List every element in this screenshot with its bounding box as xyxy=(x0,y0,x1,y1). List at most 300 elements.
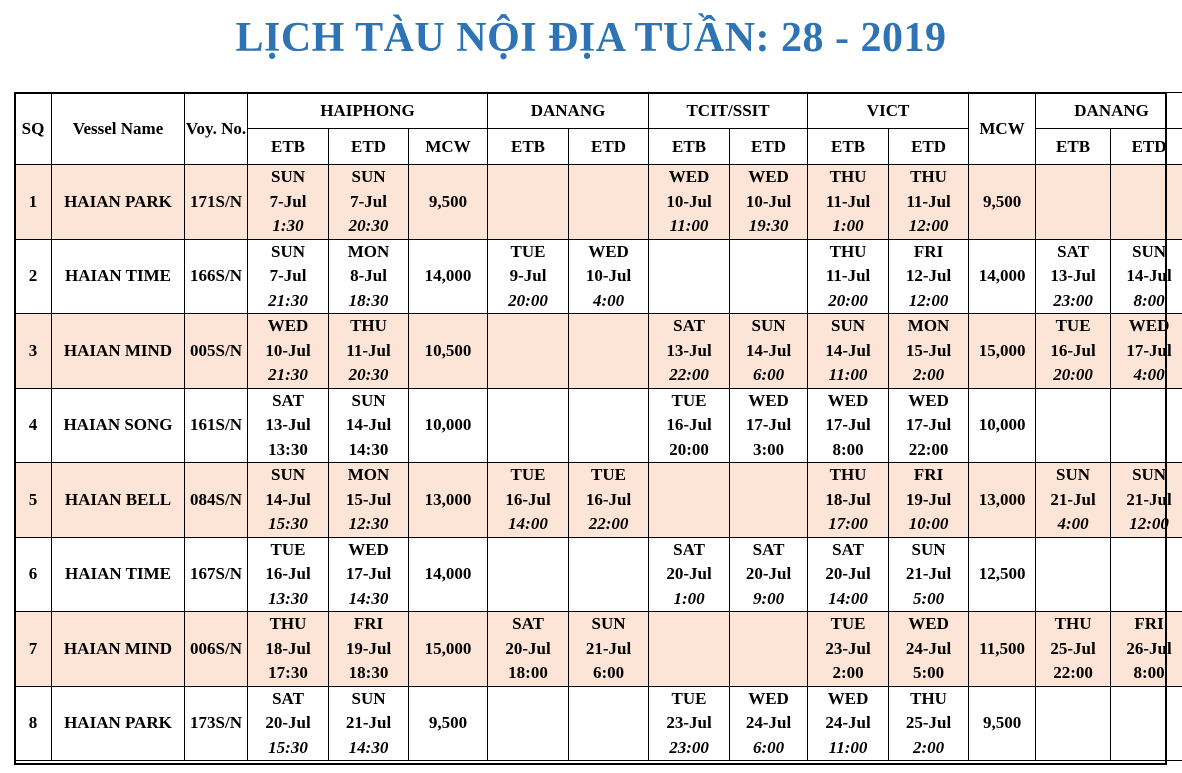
day-label: THU xyxy=(829,241,867,261)
time-label: 11:00 xyxy=(669,216,709,235)
cell-vi-etd xyxy=(889,165,969,240)
date-label: 25-Jul xyxy=(905,713,952,732)
table-row xyxy=(15,686,1182,761)
date-label: 20-Jul xyxy=(505,638,551,658)
cell-vi-etb xyxy=(808,388,889,463)
cell-hp-etb xyxy=(248,463,329,538)
date-label: 18-Jul xyxy=(265,638,311,658)
time-label: 2:00 xyxy=(832,663,864,682)
cell-sq: 4 xyxy=(15,388,52,463)
cell-sq: 7 xyxy=(15,612,52,687)
time-label: 8:00 xyxy=(1133,663,1165,682)
cell-tc-etb xyxy=(649,612,730,687)
cell-dn2-etb xyxy=(1036,314,1111,389)
cell-vessel-name: HAIAN PARK xyxy=(52,165,185,240)
day-label: SAT xyxy=(673,539,705,559)
cell-tc-etb xyxy=(649,239,730,314)
day-label: WED xyxy=(827,390,869,410)
cell-vi-etb xyxy=(808,239,889,314)
cell-hp-etb xyxy=(248,686,329,761)
time-label: 17:00 xyxy=(828,514,868,533)
time-label: 15:30 xyxy=(268,514,308,533)
cell-dn1-etb xyxy=(488,239,569,314)
cell-hp-etb xyxy=(248,165,329,240)
table-row xyxy=(15,612,1182,687)
time-label: 20:30 xyxy=(348,365,389,384)
cell-dn1-etd xyxy=(569,314,649,389)
date-label: 14-Jul xyxy=(825,340,871,360)
date-label: 7-Jul xyxy=(350,191,387,211)
day-label: SUN xyxy=(831,316,866,335)
cell-dn2-etd xyxy=(1111,537,1182,612)
time-label: 13:30 xyxy=(268,439,308,459)
date-label: 14-Jul xyxy=(1126,266,1172,285)
day-label: SUN xyxy=(351,390,386,410)
cell-tc-etd xyxy=(730,239,808,314)
cell-sq: 1 xyxy=(15,165,52,240)
day-label: SUN xyxy=(270,465,305,484)
cell-hp-mcw: 9,500 xyxy=(409,165,488,240)
cell-hp-mcw: 10,000 xyxy=(409,388,488,463)
cell-vict-mcw: 9,500 xyxy=(969,686,1036,761)
date-label: 21-Jul xyxy=(905,564,952,583)
date-label: 16-Jul xyxy=(265,564,311,583)
header-dn2-etd: ETD xyxy=(1111,129,1182,165)
day-label: FRI xyxy=(1134,614,1164,633)
time-label: 6:00 xyxy=(752,365,785,384)
cell-dn2-etb xyxy=(1036,463,1111,538)
time-label: 4:00 xyxy=(1133,365,1165,384)
page-title: LỊCH TÀU NỘI ĐỊA TUẦN: 28 - 2019 xyxy=(235,15,947,61)
date-label: 16-Jul xyxy=(585,489,632,509)
header-hp-etd: ETD xyxy=(329,129,409,165)
cell-vi-etd xyxy=(889,686,969,761)
time-label: 14:00 xyxy=(828,588,868,608)
cell-hp-etb xyxy=(248,314,329,389)
cell-dn2-etb xyxy=(1036,612,1111,687)
day-label: TUE xyxy=(671,688,707,708)
cell-dn2-etd xyxy=(1111,388,1182,463)
header-sq: SQ xyxy=(15,93,52,165)
cell-dn1-etd xyxy=(569,165,649,240)
date-label: 24-Jul xyxy=(745,713,792,732)
day-label: THU xyxy=(1054,614,1092,633)
time-label: 19:30 xyxy=(748,216,789,235)
cell-vi-etb xyxy=(808,612,889,687)
time-label: 18:00 xyxy=(508,663,548,682)
cell-dn1-etb xyxy=(488,463,569,538)
date-label: 14-Jul xyxy=(345,415,392,434)
date-label: 21-Jul xyxy=(1126,489,1172,509)
cell-dn1-etd xyxy=(569,686,649,761)
cell-dn1-etd xyxy=(569,239,649,314)
time-label: 20:00 xyxy=(669,439,709,459)
cell-dn2-etd xyxy=(1111,612,1182,687)
cell-dn1-etb xyxy=(488,537,569,612)
date-label: 13-Jul xyxy=(1050,266,1096,285)
cell-dn2-etb xyxy=(1036,537,1111,612)
header-danang-2: DANANG xyxy=(1036,93,1182,129)
cell-dn2-etd xyxy=(1111,686,1182,761)
day-label: SUN xyxy=(751,316,786,335)
date-label: 20-Jul xyxy=(745,564,792,583)
cell-vict-mcw: 13,000 xyxy=(969,463,1036,538)
day-label: SUN xyxy=(270,167,305,186)
time-label: 1:30 xyxy=(272,216,304,235)
cell-vessel-name: HAIAN MIND xyxy=(52,314,185,389)
time-label: 20:30 xyxy=(348,216,389,235)
cell-dn2-etd xyxy=(1111,239,1182,314)
day-label: WED xyxy=(588,241,629,261)
cell-hp-etd xyxy=(329,612,409,687)
date-label: 17-Jul xyxy=(1126,340,1172,360)
date-label: 8-Jul xyxy=(350,266,387,285)
day-label: SAT xyxy=(272,688,304,708)
cell-tc-etb xyxy=(649,686,730,761)
date-label: 14-Jul xyxy=(745,340,792,360)
day-label: WED xyxy=(748,167,789,186)
time-label: 5:00 xyxy=(912,588,945,608)
header-tcit-ssit: TCIT/SSIT xyxy=(649,93,808,129)
cell-voy-no: 167S/N xyxy=(185,537,248,612)
day-label: SUN xyxy=(1132,465,1167,484)
date-label: 16-Jul xyxy=(1050,340,1096,360)
date-label: 23-Jul xyxy=(825,638,871,658)
date-label: 20-Jul xyxy=(265,713,311,732)
cell-vi-etb xyxy=(808,537,889,612)
header-tc-etb: ETB xyxy=(649,129,730,165)
time-label: 23:00 xyxy=(1053,290,1093,310)
cell-dn1-etd xyxy=(569,612,649,687)
day-label: FRI xyxy=(353,614,384,633)
day-label: TUE xyxy=(510,465,546,484)
day-label: TUE xyxy=(671,390,707,410)
header-hp-etb: ETB xyxy=(248,129,329,165)
cell-tc-etb xyxy=(649,388,730,463)
time-label: 11:00 xyxy=(828,737,868,757)
cell-tc-etd xyxy=(730,686,808,761)
day-label: THU xyxy=(350,316,387,335)
cell-vi-etd xyxy=(889,537,969,612)
header-tc-etd: ETD xyxy=(730,129,808,165)
cell-vessel-name: HAIAN SONG xyxy=(52,388,185,463)
time-label: 12:00 xyxy=(908,216,949,235)
date-label: 10-Jul xyxy=(745,191,792,211)
time-label: 4:00 xyxy=(1057,514,1089,533)
day-label: THU xyxy=(910,167,947,186)
day-label: WED xyxy=(908,614,949,633)
cell-hp-etb xyxy=(248,537,329,612)
date-label: 11-Jul xyxy=(825,266,871,285)
table-body xyxy=(15,165,1182,761)
time-label: 5:00 xyxy=(912,663,945,682)
date-label: 11-Jul xyxy=(825,191,871,211)
cell-vi-etb xyxy=(808,686,889,761)
cell-hp-etd xyxy=(329,165,409,240)
cell-sq: 8 xyxy=(15,686,52,761)
date-label: 19-Jul xyxy=(905,489,952,509)
cell-hp-mcw: 14,000 xyxy=(409,537,488,612)
date-label: 13-Jul xyxy=(265,415,311,434)
date-label: 16-Jul xyxy=(505,489,551,509)
cell-tc-etd xyxy=(730,388,808,463)
header-dn2-etb: ETB xyxy=(1036,129,1111,165)
cell-dn2-etd xyxy=(1111,165,1182,240)
cell-hp-etd xyxy=(329,314,409,389)
header-vessel-name: Vessel Name xyxy=(52,93,185,165)
cell-vict-mcw: 15,000 xyxy=(969,314,1036,389)
time-label: 14:30 xyxy=(348,439,389,459)
cell-tc-etd xyxy=(730,612,808,687)
table-row xyxy=(15,314,1182,389)
day-label: WED xyxy=(668,167,710,186)
date-label: 11-Jul xyxy=(906,191,951,211)
cell-tc-etb xyxy=(649,314,730,389)
day-label: SAT xyxy=(752,539,785,559)
date-label: 26-Jul xyxy=(1126,638,1172,658)
day-label: THU xyxy=(269,614,307,633)
cell-tc-etb xyxy=(649,463,730,538)
day-label: WED xyxy=(748,688,789,708)
day-label: SUN xyxy=(591,614,626,633)
cell-vi-etd xyxy=(889,612,969,687)
time-label: 21:30 xyxy=(268,365,308,384)
date-label: 11-Jul xyxy=(346,340,391,360)
header-mcw-vict: MCW xyxy=(969,93,1036,165)
time-label: 9:00 xyxy=(752,588,785,608)
date-label: 9-Jul xyxy=(509,266,547,285)
cell-dn1-etd xyxy=(569,388,649,463)
date-label: 7-Jul xyxy=(269,266,307,285)
time-label: 22:00 xyxy=(669,365,709,384)
cell-hp-mcw: 10,500 xyxy=(409,314,488,389)
cell-hp-etd xyxy=(329,239,409,314)
cell-sq: 2 xyxy=(15,239,52,314)
date-label: 20-Jul xyxy=(825,564,871,583)
date-label: 17-Jul xyxy=(905,415,952,434)
cell-vessel-name: HAIAN TIME xyxy=(52,239,185,314)
cell-dn1-etb xyxy=(488,165,569,240)
date-label: 23-Jul xyxy=(666,713,712,732)
cell-vict-mcw: 14,000 xyxy=(969,239,1036,314)
cell-vi-etd xyxy=(889,463,969,538)
cell-vessel-name: HAIAN BELL xyxy=(52,463,185,538)
time-label: 13:30 xyxy=(268,588,308,608)
date-label: 10-Jul xyxy=(585,266,632,285)
time-label: 12:30 xyxy=(348,514,389,533)
cell-tc-etb xyxy=(649,537,730,612)
date-label: 10-Jul xyxy=(265,340,311,360)
time-label: 22:00 xyxy=(588,514,629,533)
time-label: 20:00 xyxy=(828,290,868,310)
time-label: 10:00 xyxy=(908,514,949,533)
time-label: 23:00 xyxy=(669,737,709,757)
time-label: 20:00 xyxy=(1053,365,1093,384)
day-label: WED xyxy=(748,390,789,410)
cell-sq: 3 xyxy=(15,314,52,389)
table-row xyxy=(15,537,1182,612)
cell-vict-mcw: 9,500 xyxy=(969,165,1036,240)
cell-dn1-etb xyxy=(488,314,569,389)
cell-tc-etd xyxy=(730,463,808,538)
date-label: 18-Jul xyxy=(825,489,871,509)
cell-vi-etb xyxy=(808,165,889,240)
cell-tc-etd xyxy=(730,537,808,612)
date-label: 24-Jul xyxy=(905,638,952,658)
date-label: 17-Jul xyxy=(825,415,871,434)
cell-hp-etd xyxy=(329,388,409,463)
day-label: MON xyxy=(347,465,390,484)
table-header xyxy=(15,93,1182,165)
time-label: 8:00 xyxy=(1133,290,1165,310)
day-label: THU xyxy=(829,465,867,484)
day-label: SAT xyxy=(272,390,304,410)
header-haiphong: HAIPHONG xyxy=(248,93,488,129)
day-label: MON xyxy=(907,316,950,335)
date-label: 21-Jul xyxy=(585,638,632,658)
time-label: 2:00 xyxy=(912,365,945,384)
header-vi-etd: ETD xyxy=(889,129,969,165)
date-label: 21-Jul xyxy=(1050,489,1096,509)
header-hp-mcw: MCW xyxy=(409,129,488,165)
cell-voy-no: 161S/N xyxy=(185,388,248,463)
header-vict: VICT xyxy=(808,93,969,129)
time-label: 6:00 xyxy=(592,663,625,682)
date-label: 15-Jul xyxy=(345,489,392,509)
time-label: 14:30 xyxy=(348,737,389,757)
cell-tc-etd xyxy=(730,314,808,389)
time-label: 1:00 xyxy=(673,588,705,608)
time-label: 20:00 xyxy=(508,290,548,310)
date-label: 17-Jul xyxy=(345,564,392,583)
cell-hp-etb xyxy=(248,239,329,314)
cell-dn1-etd xyxy=(569,463,649,538)
day-label: SAT xyxy=(832,539,864,559)
cell-dn2-etd xyxy=(1111,463,1182,538)
day-label: TUE xyxy=(1055,316,1091,335)
table-row xyxy=(15,165,1182,240)
cell-vessel-name: HAIAN TIME xyxy=(52,537,185,612)
day-label: WED xyxy=(1128,316,1170,335)
table-row xyxy=(15,463,1182,538)
date-label: 12-Jul xyxy=(905,266,952,285)
day-label: SUN xyxy=(1056,465,1091,484)
day-label: TUE xyxy=(270,539,306,559)
schedule-table xyxy=(14,92,1182,761)
cell-dn1-etb xyxy=(488,612,569,687)
cell-voy-no: 005S/N xyxy=(185,314,248,389)
cell-vi-etb xyxy=(808,314,889,389)
cell-vi-etb xyxy=(808,463,889,538)
cell-hp-etd xyxy=(329,463,409,538)
cell-vict-mcw: 11,500 xyxy=(969,612,1036,687)
date-label: 21-Jul xyxy=(345,713,392,732)
day-label: SUN xyxy=(351,688,386,708)
date-label: 15-Jul xyxy=(905,340,952,360)
time-label: 12:00 xyxy=(908,290,949,310)
cell-dn1-etb xyxy=(488,686,569,761)
time-label: 3:00 xyxy=(752,439,785,459)
day-label: SAT xyxy=(673,316,705,335)
time-label: 4:00 xyxy=(592,290,625,310)
time-label: 21:30 xyxy=(268,290,308,310)
time-label: 18:30 xyxy=(348,290,389,310)
day-label: SUN xyxy=(911,539,946,559)
cell-vessel-name: HAIAN PARK xyxy=(52,686,185,761)
time-label: 15:30 xyxy=(268,737,308,757)
header-vi-etb: ETB xyxy=(808,129,889,165)
day-label: WED xyxy=(348,539,389,559)
day-label: TUE xyxy=(830,614,866,633)
day-label: WED xyxy=(267,316,309,335)
time-label: 12:00 xyxy=(1129,514,1169,533)
day-label: FRI xyxy=(913,465,944,484)
time-label: 17:30 xyxy=(268,663,308,682)
cell-vi-etd xyxy=(889,239,969,314)
cell-hp-etd xyxy=(329,686,409,761)
cell-vict-mcw: 10,000 xyxy=(969,388,1036,463)
day-label: SUN xyxy=(270,241,305,261)
time-label: 2:00 xyxy=(912,737,945,757)
header-voy-no: Voy. No. xyxy=(185,93,248,165)
day-label: SUN xyxy=(351,167,386,186)
date-label: 19-Jul xyxy=(345,638,392,658)
day-label: SAT xyxy=(512,614,544,633)
cell-hp-etb xyxy=(248,612,329,687)
cell-dn1-etd xyxy=(569,537,649,612)
table-row xyxy=(15,239,1182,314)
header-danang-1: DANANG xyxy=(488,93,649,129)
cell-dn2-etb xyxy=(1036,239,1111,314)
cell-hp-mcw: 15,000 xyxy=(409,612,488,687)
day-label: SAT xyxy=(1057,241,1089,261)
cell-hp-mcw: 13,000 xyxy=(409,463,488,538)
cell-vessel-name: HAIAN MIND xyxy=(52,612,185,687)
time-label: 14:30 xyxy=(348,588,389,608)
date-label: 16-Jul xyxy=(666,415,712,434)
cell-dn2-etd xyxy=(1111,314,1182,389)
cell-vict-mcw: 12,500 xyxy=(969,537,1036,612)
cell-hp-etd xyxy=(329,537,409,612)
time-label: 6:00 xyxy=(752,737,785,757)
cell-dn1-etb xyxy=(488,388,569,463)
day-label: THU xyxy=(829,167,867,186)
table-row xyxy=(15,388,1182,463)
time-label: 18:30 xyxy=(348,663,389,682)
time-label: 22:00 xyxy=(1053,663,1093,682)
cell-tc-etb xyxy=(649,165,730,240)
date-label: 17-Jul xyxy=(745,415,792,434)
day-label: WED xyxy=(908,390,949,410)
time-label: 11:00 xyxy=(828,365,868,384)
cell-dn2-etb xyxy=(1036,388,1111,463)
day-label: WED xyxy=(827,688,869,708)
cell-vi-etd xyxy=(889,388,969,463)
cell-hp-etb xyxy=(248,388,329,463)
time-label: 14:00 xyxy=(508,514,548,533)
day-label: SUN xyxy=(1132,241,1167,261)
date-label: 13-Jul xyxy=(666,340,712,360)
time-label: 8:00 xyxy=(832,439,864,459)
cell-dn2-etb xyxy=(1036,165,1111,240)
cell-voy-no: 006S/N xyxy=(185,612,248,687)
cell-voy-no: 166S/N xyxy=(185,239,248,314)
date-label: 20-Jul xyxy=(666,564,712,583)
cell-sq: 6 xyxy=(15,537,52,612)
time-label: 22:00 xyxy=(908,439,949,459)
header-dn1-etb: ETB xyxy=(488,129,569,165)
cell-tc-etd xyxy=(730,165,808,240)
